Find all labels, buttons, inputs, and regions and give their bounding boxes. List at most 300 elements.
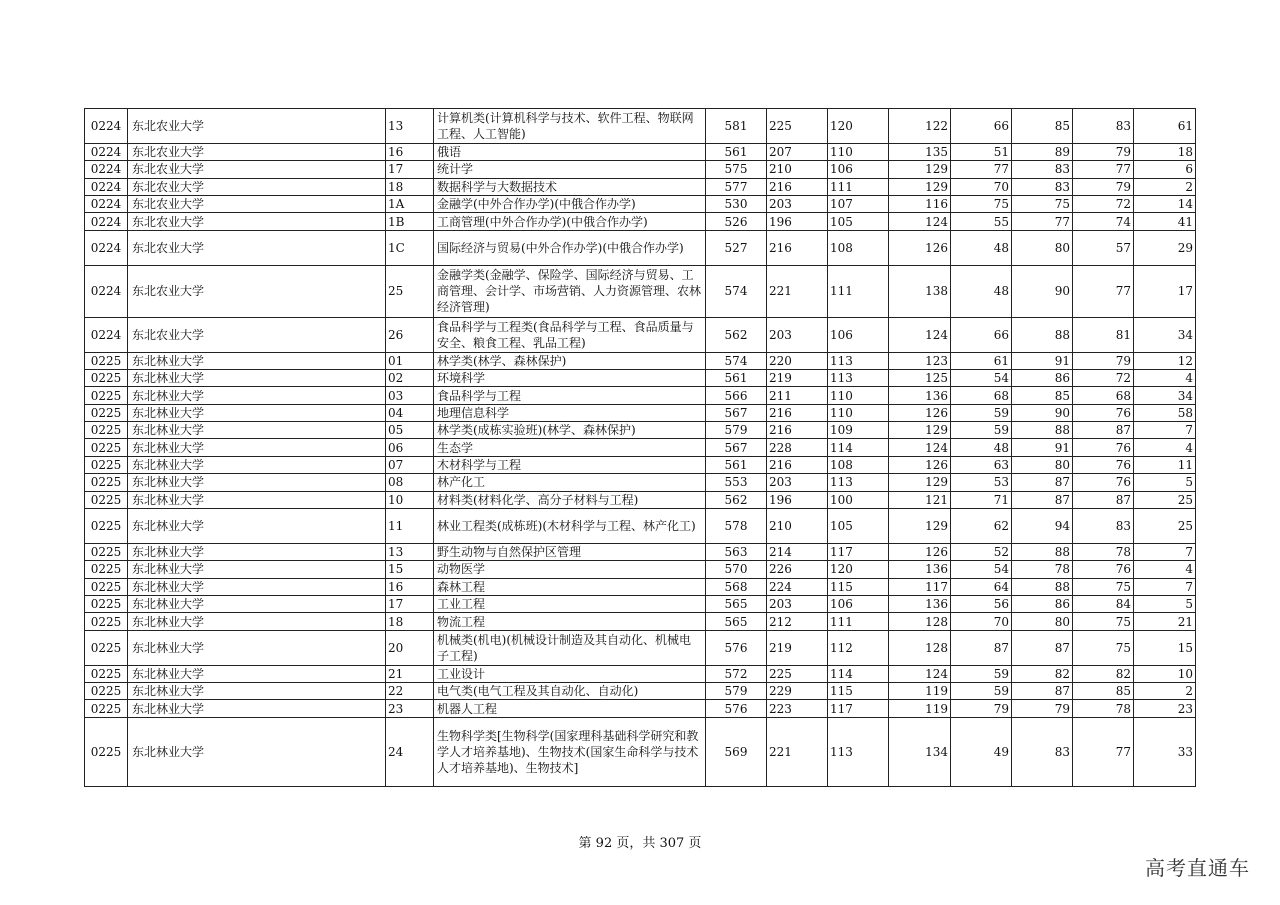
table-row	[85, 230, 1196, 265]
subject-score-cell: 220	[767, 352, 828, 369]
subject-score-cell: 76	[1073, 439, 1134, 456]
group-code-cell: 18	[386, 613, 434, 630]
table-row	[85, 543, 1196, 560]
subject-score-cell: 225	[767, 665, 828, 682]
subject-score-cell: 66	[951, 317, 1012, 352]
max-score-cell: 563	[706, 543, 767, 560]
table-row	[85, 717, 1196, 787]
subject-score-cell: 123	[889, 352, 951, 369]
table-row	[85, 578, 1196, 595]
subject-score-cell: 124	[889, 213, 951, 230]
max-score-cell: 562	[706, 491, 767, 508]
major-name-cell: 食品科学与工程类(食品科学与工程、食品质量与安全、粮食工程、乳品工程)	[434, 317, 706, 352]
subject-score-cell: 129	[889, 178, 951, 195]
school-name-cell: 东北林业大学	[128, 509, 386, 544]
subject-score-cell: 12	[1134, 352, 1196, 369]
max-score-cell: 561	[706, 143, 767, 160]
subject-score-cell: 84	[1073, 596, 1134, 613]
school-code-cell: 0225	[85, 665, 128, 682]
school-code-cell: 0225	[85, 561, 128, 578]
subject-score-cell: 87	[1073, 491, 1134, 508]
table-row	[85, 265, 1196, 317]
subject-score-cell: 70	[951, 613, 1012, 630]
group-code-cell: 1A	[386, 195, 434, 212]
major-name-cell: 统计学	[434, 161, 706, 178]
subject-score-cell: 216	[767, 456, 828, 473]
subject-score-cell: 87	[1012, 474, 1073, 491]
subject-score-cell: 48	[951, 230, 1012, 265]
max-score-cell: 526	[706, 213, 767, 230]
subject-score-cell: 88	[1012, 317, 1073, 352]
major-name-cell: 生态学	[434, 439, 706, 456]
subject-score-cell: 75	[1012, 195, 1073, 212]
subject-score-cell: 21	[1134, 613, 1196, 630]
subject-score-cell: 11	[1134, 456, 1196, 473]
school-name-cell: 东北林业大学	[128, 561, 386, 578]
major-name-cell: 林学类(林学、森林保护)	[434, 352, 706, 369]
table-row	[85, 422, 1196, 439]
subject-score-cell: 61	[951, 352, 1012, 369]
subject-score-cell: 228	[767, 439, 828, 456]
table-row	[85, 456, 1196, 473]
subject-score-cell: 116	[889, 195, 951, 212]
subject-score-cell: 225	[767, 109, 828, 144]
subject-score-cell: 78	[1012, 561, 1073, 578]
table-row	[85, 404, 1196, 421]
school-code-cell: 0225	[85, 700, 128, 717]
subject-score-cell: 56	[951, 596, 1012, 613]
subject-score-cell: 15	[1134, 630, 1196, 665]
school-code-cell: 0225	[85, 439, 128, 456]
group-code-cell: 08	[386, 474, 434, 491]
group-code-cell: 23	[386, 700, 434, 717]
subject-score-cell: 203	[767, 317, 828, 352]
subject-score-cell: 68	[1073, 387, 1134, 404]
school-name-cell: 东北林业大学	[128, 422, 386, 439]
major-name-cell: 林产化工	[434, 474, 706, 491]
table-row	[85, 439, 1196, 456]
subject-score-cell: 108	[828, 230, 889, 265]
max-score-cell: 570	[706, 561, 767, 578]
subject-score-cell: 136	[889, 596, 951, 613]
subject-score-cell: 122	[889, 109, 951, 144]
subject-score-cell: 82	[1073, 665, 1134, 682]
subject-score-cell: 2	[1134, 682, 1196, 699]
subject-score-cell: 88	[1012, 543, 1073, 560]
subject-score-cell: 100	[828, 491, 889, 508]
subject-score-cell: 107	[828, 195, 889, 212]
max-score-cell: 567	[706, 439, 767, 456]
subject-score-cell: 82	[1012, 665, 1073, 682]
major-name-cell: 环境科学	[434, 369, 706, 386]
subject-score-cell: 128	[889, 630, 951, 665]
subject-score-cell: 61	[1134, 109, 1196, 144]
table-row	[85, 213, 1196, 230]
subject-score-cell: 5	[1134, 596, 1196, 613]
school-code-cell: 0225	[85, 543, 128, 560]
subject-score-cell: 5	[1134, 474, 1196, 491]
subject-score-cell: 106	[828, 161, 889, 178]
subject-score-cell: 109	[828, 422, 889, 439]
group-code-cell: 04	[386, 404, 434, 421]
max-score-cell: 561	[706, 369, 767, 386]
school-code-cell: 0224	[85, 230, 128, 265]
school-code-cell: 0225	[85, 404, 128, 421]
subject-score-cell: 113	[828, 352, 889, 369]
subject-score-cell: 23	[1134, 700, 1196, 717]
subject-score-cell: 55	[951, 213, 1012, 230]
subject-score-cell: 229	[767, 682, 828, 699]
subject-score-cell: 207	[767, 143, 828, 160]
subject-score-cell: 75	[1073, 613, 1134, 630]
subject-score-cell: 211	[767, 387, 828, 404]
major-name-cell: 金融学(中外合作办学)(中俄合作办学)	[434, 195, 706, 212]
subject-score-cell: 214	[767, 543, 828, 560]
subject-score-cell: 74	[1073, 213, 1134, 230]
subject-score-cell: 110	[828, 404, 889, 421]
subject-score-cell: 120	[828, 109, 889, 144]
subject-score-cell: 115	[828, 682, 889, 699]
subject-score-cell: 51	[951, 143, 1012, 160]
subject-score-cell: 106	[828, 596, 889, 613]
subject-score-cell: 72	[1073, 195, 1134, 212]
max-score-cell: 566	[706, 387, 767, 404]
group-code-cell: 13	[386, 543, 434, 560]
subject-score-cell: 68	[951, 387, 1012, 404]
subject-score-cell: 126	[889, 456, 951, 473]
school-name-cell: 东北农业大学	[128, 317, 386, 352]
subject-score-cell: 83	[1012, 178, 1073, 195]
subject-score-cell: 87	[951, 630, 1012, 665]
major-name-cell: 计算机类(计算机科学与技术、软件工程、物联网工程、人工智能)	[434, 109, 706, 144]
major-name-cell: 金融学类(金融学、保险学、国际经济与贸易、工商管理、会计学、市场营销、人力资源管理、农林经济管理)	[434, 265, 706, 317]
school-code-cell: 0225	[85, 578, 128, 595]
subject-score-cell: 88	[1012, 578, 1073, 595]
max-score-cell: 569	[706, 717, 767, 787]
subject-score-cell: 91	[1012, 352, 1073, 369]
group-code-cell: 18	[386, 178, 434, 195]
subject-score-cell: 58	[1134, 404, 1196, 421]
subject-score-cell: 106	[828, 317, 889, 352]
subject-score-cell: 2	[1134, 178, 1196, 195]
subject-score-cell: 83	[1073, 509, 1134, 544]
subject-score-cell: 135	[889, 143, 951, 160]
subject-score-cell: 18	[1134, 143, 1196, 160]
subject-score-cell: 59	[951, 422, 1012, 439]
admission-scores-table	[84, 108, 1196, 787]
subject-score-cell: 203	[767, 596, 828, 613]
subject-score-cell: 33	[1134, 717, 1196, 787]
subject-score-cell: 90	[1012, 265, 1073, 317]
table-row	[85, 178, 1196, 195]
subject-score-cell: 223	[767, 700, 828, 717]
subject-score-cell: 90	[1012, 404, 1073, 421]
group-code-cell: 05	[386, 422, 434, 439]
school-name-cell: 东北林业大学	[128, 404, 386, 421]
group-code-cell: 17	[386, 161, 434, 178]
subject-score-cell: 34	[1134, 317, 1196, 352]
major-name-cell: 数据科学与大数据技术	[434, 178, 706, 195]
subject-score-cell: 114	[828, 665, 889, 682]
group-code-cell: 13	[386, 109, 434, 144]
subject-score-cell: 59	[951, 682, 1012, 699]
major-name-cell: 食品科学与工程	[434, 387, 706, 404]
max-score-cell: 530	[706, 195, 767, 212]
subject-score-cell: 81	[1073, 317, 1134, 352]
subject-score-cell: 203	[767, 474, 828, 491]
group-code-cell: 17	[386, 596, 434, 613]
subject-score-cell: 83	[1073, 109, 1134, 144]
subject-score-cell: 111	[828, 265, 889, 317]
school-code-cell: 0225	[85, 717, 128, 787]
major-name-cell: 机械类(机电)(机械设计制造及其自动化、机械电子工程)	[434, 630, 706, 665]
subject-score-cell: 41	[1134, 213, 1196, 230]
subject-score-cell: 86	[1012, 369, 1073, 386]
school-name-cell: 东北林业大学	[128, 630, 386, 665]
school-code-cell: 0225	[85, 596, 128, 613]
major-name-cell: 物流工程	[434, 613, 706, 630]
school-code-cell: 0225	[85, 422, 128, 439]
max-score-cell: 579	[706, 682, 767, 699]
school-name-cell: 东北林业大学	[128, 613, 386, 630]
subject-score-cell: 25	[1134, 491, 1196, 508]
table-row	[85, 509, 1196, 544]
max-score-cell: 576	[706, 700, 767, 717]
school-code-cell: 0225	[85, 456, 128, 473]
school-name-cell: 东北农业大学	[128, 230, 386, 265]
subject-score-cell: 136	[889, 387, 951, 404]
subject-score-cell: 87	[1012, 682, 1073, 699]
subject-score-cell: 117	[828, 700, 889, 717]
subject-score-cell: 66	[951, 109, 1012, 144]
school-code-cell: 0225	[85, 509, 128, 544]
table-row	[85, 317, 1196, 352]
subject-score-cell: 216	[767, 230, 828, 265]
group-code-cell: 11	[386, 509, 434, 544]
subject-score-cell: 126	[889, 230, 951, 265]
max-score-cell: 576	[706, 630, 767, 665]
school-code-cell: 0225	[85, 491, 128, 508]
subject-score-cell: 126	[889, 404, 951, 421]
subject-score-cell: 111	[828, 178, 889, 195]
subject-score-cell: 71	[951, 491, 1012, 508]
subject-score-cell: 219	[767, 630, 828, 665]
subject-score-cell: 124	[889, 439, 951, 456]
school-name-cell: 东北农业大学	[128, 109, 386, 144]
subject-score-cell: 210	[767, 509, 828, 544]
school-code-cell: 0224	[85, 161, 128, 178]
subject-score-cell: 124	[889, 665, 951, 682]
major-name-cell: 国际经济与贸易(中外合作办学)(中俄合作办学)	[434, 230, 706, 265]
max-score-cell: 565	[706, 613, 767, 630]
page-number: 第 92 页，共 307 页	[578, 836, 702, 851]
subject-score-cell: 34	[1134, 387, 1196, 404]
subject-score-cell: 7	[1134, 422, 1196, 439]
group-code-cell: 24	[386, 717, 434, 787]
group-code-cell: 01	[386, 352, 434, 369]
group-code-cell: 16	[386, 143, 434, 160]
school-code-cell: 0224	[85, 317, 128, 352]
subject-score-cell: 79	[1012, 700, 1073, 717]
subject-score-cell: 113	[828, 474, 889, 491]
school-code-cell: 0225	[85, 613, 128, 630]
subject-score-cell: 224	[767, 578, 828, 595]
table-row	[85, 630, 1196, 665]
school-name-cell: 东北林业大学	[128, 717, 386, 787]
subject-score-cell: 79	[1073, 178, 1134, 195]
subject-score-cell: 108	[828, 456, 889, 473]
school-code-cell: 0224	[85, 265, 128, 317]
school-code-cell: 0224	[85, 143, 128, 160]
max-score-cell: 579	[706, 422, 767, 439]
max-score-cell: 572	[706, 665, 767, 682]
school-name-cell: 东北农业大学	[128, 265, 386, 317]
major-name-cell: 工业工程	[434, 596, 706, 613]
subject-score-cell: 226	[767, 561, 828, 578]
subject-score-cell: 85	[1012, 109, 1073, 144]
school-name-cell: 东北农业大学	[128, 161, 386, 178]
major-name-cell: 材料类(材料化学、高分子材料与工程)	[434, 491, 706, 508]
subject-score-cell: 29	[1134, 230, 1196, 265]
max-score-cell: 577	[706, 178, 767, 195]
group-code-cell: 1B	[386, 213, 434, 230]
subject-score-cell: 89	[1012, 143, 1073, 160]
subject-score-cell: 76	[1073, 561, 1134, 578]
school-name-cell: 东北林业大学	[128, 352, 386, 369]
group-code-cell: 16	[386, 578, 434, 595]
max-score-cell: 581	[706, 109, 767, 144]
subject-score-cell: 203	[767, 195, 828, 212]
subject-score-cell: 78	[1073, 700, 1134, 717]
subject-score-cell: 111	[828, 613, 889, 630]
subject-score-cell: 112	[828, 630, 889, 665]
table-row	[85, 682, 1196, 699]
school-name-cell: 东北林业大学	[128, 543, 386, 560]
subject-score-cell: 210	[767, 161, 828, 178]
subject-score-cell: 78	[1073, 543, 1134, 560]
school-name-cell: 东北林业大学	[128, 596, 386, 613]
subject-score-cell: 196	[767, 213, 828, 230]
max-score-cell: 565	[706, 596, 767, 613]
subject-score-cell: 64	[951, 578, 1012, 595]
major-name-cell: 林业工程类(成栋班)(木材科学与工程、林产化工)	[434, 509, 706, 544]
subject-score-cell: 59	[951, 665, 1012, 682]
subject-score-cell: 221	[767, 717, 828, 787]
group-code-cell: 21	[386, 665, 434, 682]
group-code-cell: 06	[386, 439, 434, 456]
subject-score-cell: 117	[889, 578, 951, 595]
group-code-cell: 02	[386, 369, 434, 386]
school-name-cell: 东北林业大学	[128, 700, 386, 717]
subject-score-cell: 88	[1012, 422, 1073, 439]
subject-score-cell: 216	[767, 178, 828, 195]
max-score-cell: 527	[706, 230, 767, 265]
subject-score-cell: 80	[1012, 456, 1073, 473]
subject-score-cell: 136	[889, 561, 951, 578]
major-name-cell: 工业设计	[434, 665, 706, 682]
subject-score-cell: 79	[1073, 352, 1134, 369]
max-score-cell: 575	[706, 161, 767, 178]
subject-score-cell: 63	[951, 456, 1012, 473]
major-name-cell: 动物医学	[434, 561, 706, 578]
subject-score-cell: 7	[1134, 543, 1196, 560]
table-row	[85, 613, 1196, 630]
school-name-cell: 东北林业大学	[128, 456, 386, 473]
table-row	[85, 665, 1196, 682]
subject-score-cell: 79	[1073, 143, 1134, 160]
subject-score-cell: 87	[1012, 491, 1073, 508]
subject-score-cell: 25	[1134, 509, 1196, 544]
table-body	[85, 109, 1196, 787]
subject-score-cell: 138	[889, 265, 951, 317]
subject-score-cell: 129	[889, 474, 951, 491]
subject-score-cell: 196	[767, 491, 828, 508]
subject-score-cell: 53	[951, 474, 1012, 491]
subject-score-cell: 7	[1134, 578, 1196, 595]
major-name-cell: 木材科学与工程	[434, 456, 706, 473]
subject-score-cell: 91	[1012, 439, 1073, 456]
subject-score-cell: 70	[951, 178, 1012, 195]
subject-score-cell: 17	[1134, 265, 1196, 317]
table-row	[85, 561, 1196, 578]
group-code-cell: 1C	[386, 230, 434, 265]
subject-score-cell: 48	[951, 439, 1012, 456]
group-code-cell: 03	[386, 387, 434, 404]
table-row	[85, 369, 1196, 386]
major-name-cell: 工商管理(中外合作办学)(中俄合作办学)	[434, 213, 706, 230]
school-name-cell: 东北农业大学	[128, 178, 386, 195]
subject-score-cell: 52	[951, 543, 1012, 560]
subject-score-cell: 216	[767, 404, 828, 421]
school-code-cell: 0225	[85, 682, 128, 699]
subject-score-cell: 77	[951, 161, 1012, 178]
subject-score-cell: 48	[951, 265, 1012, 317]
max-score-cell: 574	[706, 265, 767, 317]
table-row	[85, 474, 1196, 491]
school-name-cell: 东北林业大学	[128, 578, 386, 595]
subject-score-cell: 125	[889, 369, 951, 386]
subject-score-cell: 86	[1012, 596, 1073, 613]
group-code-cell: 26	[386, 317, 434, 352]
major-name-cell: 生物科学类[生物科学(国家理科基础科学研究和教学人才培养基地)、生物技术(国家生命科学与技术人才培养基地)、生物技术]	[434, 717, 706, 787]
subject-score-cell: 75	[1073, 578, 1134, 595]
subject-score-cell: 76	[1073, 456, 1134, 473]
subject-score-cell: 4	[1134, 369, 1196, 386]
table-row	[85, 352, 1196, 369]
subject-score-cell: 75	[951, 195, 1012, 212]
subject-score-cell: 110	[828, 387, 889, 404]
table-row	[85, 109, 1196, 144]
max-score-cell: 562	[706, 317, 767, 352]
school-name-cell: 东北农业大学	[128, 195, 386, 212]
subject-score-cell: 113	[828, 369, 889, 386]
subject-score-cell: 80	[1012, 230, 1073, 265]
school-code-cell: 0225	[85, 352, 128, 369]
subject-score-cell: 94	[1012, 509, 1073, 544]
max-score-cell: 567	[706, 404, 767, 421]
subject-score-cell: 77	[1073, 717, 1134, 787]
subject-score-cell: 49	[951, 717, 1012, 787]
subject-score-cell: 113	[828, 717, 889, 787]
subject-score-cell: 76	[1073, 474, 1134, 491]
school-name-cell: 东北林业大学	[128, 387, 386, 404]
subject-score-cell: 212	[767, 613, 828, 630]
table-row	[85, 596, 1196, 613]
watermark-logo: 高考直通车	[1145, 856, 1250, 880]
subject-score-cell: 83	[1012, 161, 1073, 178]
subject-score-cell: 6	[1134, 161, 1196, 178]
school-code-cell: 0225	[85, 474, 128, 491]
